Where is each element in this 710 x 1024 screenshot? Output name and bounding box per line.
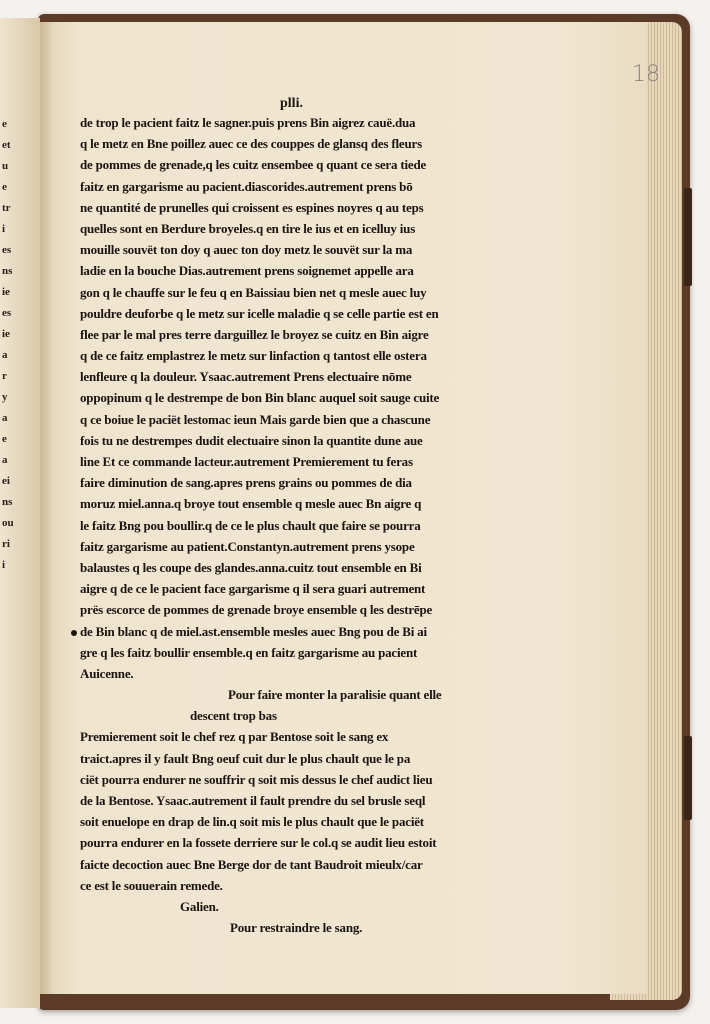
signature: Galien.: [180, 898, 219, 914]
left-fragment: ie: [2, 286, 10, 298]
running-header: plli.: [280, 96, 303, 111]
text-line: de la Bentose. Ysaac.autrement il fault prendre du sel brusle seql: [80, 793, 426, 808]
left-fragment: ei: [2, 475, 10, 487]
text-line: q ce boiue le paciët lestomac ieun Mais garde bien que a chascune: [80, 411, 431, 427]
left-fragment: y: [2, 391, 8, 403]
text-line: flee par le mal pres terre darguillez le broyez se cuitz en Bin aigre: [80, 326, 429, 342]
text-line: le faitz Bng pou boullir.q de ce le plus chault que faire se pourra: [80, 517, 421, 533]
heading-line: Pour faire monter la paralisie quant elle: [228, 687, 442, 703]
text-line: line Et ce commande lacteur.autrement Premierement tu feras: [80, 454, 413, 469]
page-text: [80, 112, 520, 938]
left-fragment: ie: [2, 328, 10, 340]
left-fragment: ou: [2, 517, 14, 529]
closing-heading: Pour restraindre le sang.: [230, 920, 363, 936]
text-line: Premierement soit le chef rez q par Bentose soit le sang ex: [80, 729, 389, 745]
left-fragment: e: [2, 433, 7, 445]
left-page-edge: [0, 18, 40, 1008]
text-line: Auicenne.: [80, 665, 134, 681]
left-fragment: r: [2, 370, 7, 382]
left-fragment: u: [2, 160, 9, 172]
text-line: balaustes q les coupe des glandes.anna.cuitz tout ensemble en Bi: [80, 559, 422, 575]
text-line: ciët pourra endurer ne souffrir q soit mis dessus le chef audict lieu: [80, 771, 433, 787]
text-line: ladie en la bouche Dias.autrement prens soignemet appelle ara: [80, 263, 414, 279]
text-line: faicte decoction auec Bne Berge dor de tant Baudroit mieulx/car: [80, 856, 423, 872]
left-fragment: tr: [2, 202, 11, 214]
clasp-top: [684, 188, 692, 286]
text-line: gre q les faitz boullir ensemble.q en faitz gargarisme au pacient: [80, 644, 418, 660]
paragraph-2: [80, 726, 520, 896]
text-line: traict.apres il y fault Bng oeuf cuit dur le plus chault que le pa: [80, 750, 411, 766]
text-line: pourra endurer en la fossete derriere sur le col.q se audit lieu estoit: [80, 835, 437, 851]
heading-line: descent trop bas: [190, 708, 277, 724]
text-line: aigre q de ce le pacient face gargarisme q il sera guari autrement: [80, 581, 426, 597]
text-line: prës escorce de pommes de grenade broye ensemble q les destrēpe: [80, 602, 433, 618]
text-line: oppopinum q le destrempe de bon Bin blanc auquel soit sauge cuite: [80, 390, 440, 406]
paragraph-1: [80, 112, 520, 684]
text-line: soit enuelope en drap de lin.q soit mis le plus chault que le paciët: [80, 814, 424, 830]
text-line: quelles sont en Berdure broyeles.q en tire le ius et en icelluy ius: [80, 220, 416, 236]
left-fragment: e: [2, 118, 7, 130]
text-line: de trop le pacient faitz le sagner.puis prens Bin aigrez cauë.dua: [80, 115, 416, 130]
left-fragment: ns: [2, 496, 13, 508]
left-fragment: es: [2, 307, 12, 319]
text-line: faire diminution de sang.apres prens grains ou pommes de dia: [80, 475, 412, 491]
text-line: mouille souvët ton doy q auec ton doy metz le souvët sur la ma: [80, 242, 413, 258]
text-line: moruz miel.anna.q broye tout ensemble q mesle auec Bn aigre q: [80, 496, 422, 512]
text-line: q de ce faitz emplastrez le metz sur linfaction q tantost elle ostera: [80, 348, 427, 364]
clasp-bottom: [684, 736, 692, 820]
text-line: lenfleure q la douleur. Ysaac.autrement Prens electuaire nōme: [80, 369, 412, 385]
folio-number: 18: [632, 62, 660, 87]
left-fragment: es: [2, 244, 12, 256]
left-fragment: i: [2, 223, 6, 235]
text-line: fois tu ne destrempes dudit electuaire sinon la quantite dune aue: [80, 432, 423, 448]
left-fragment: a: [2, 412, 8, 424]
text-line: q le metz en Bne poillez auec ce des couppes de glansq des fleurs: [80, 136, 422, 152]
text-line: faitz gargarisme au patient.Constantyn.autrement prens ysope: [80, 538, 415, 554]
left-fragment: ri: [2, 538, 10, 550]
text-line: gon q le chauffe sur le feu q en Baissiau bien net q mesle auec luy: [80, 284, 427, 300]
text-line: ce est le souuerain remede.: [80, 877, 223, 893]
left-fragment: et: [2, 139, 11, 151]
left-fragment: e: [2, 181, 7, 193]
text-line: de pommes de grenade,q les cuitz ensembee q quant ce sera tiede: [80, 157, 427, 173]
text-line: ne quantité de prunelles qui croissent es espines noyres q au teps: [80, 199, 424, 215]
bullet-mark: [71, 630, 77, 636]
section-heading: [80, 684, 520, 726]
text-line: pouldre deuforbe q le metz sur icelle maladie q se celle partie est en: [80, 305, 439, 321]
left-fragment: ns: [2, 265, 13, 277]
text-line: faitz en gargarisme au pacient.diascorides.autrement prens bō: [80, 178, 413, 194]
left-fragment: i: [2, 559, 6, 571]
text-line: de Bin blanc q de miel.ast.ensemble mesles auec Bng pou de Bi ai: [80, 623, 427, 639]
left-page-fragments: [2, 114, 16, 576]
left-fragment: a: [2, 349, 8, 361]
right-page: [40, 22, 660, 994]
left-fragment: a: [2, 454, 8, 466]
